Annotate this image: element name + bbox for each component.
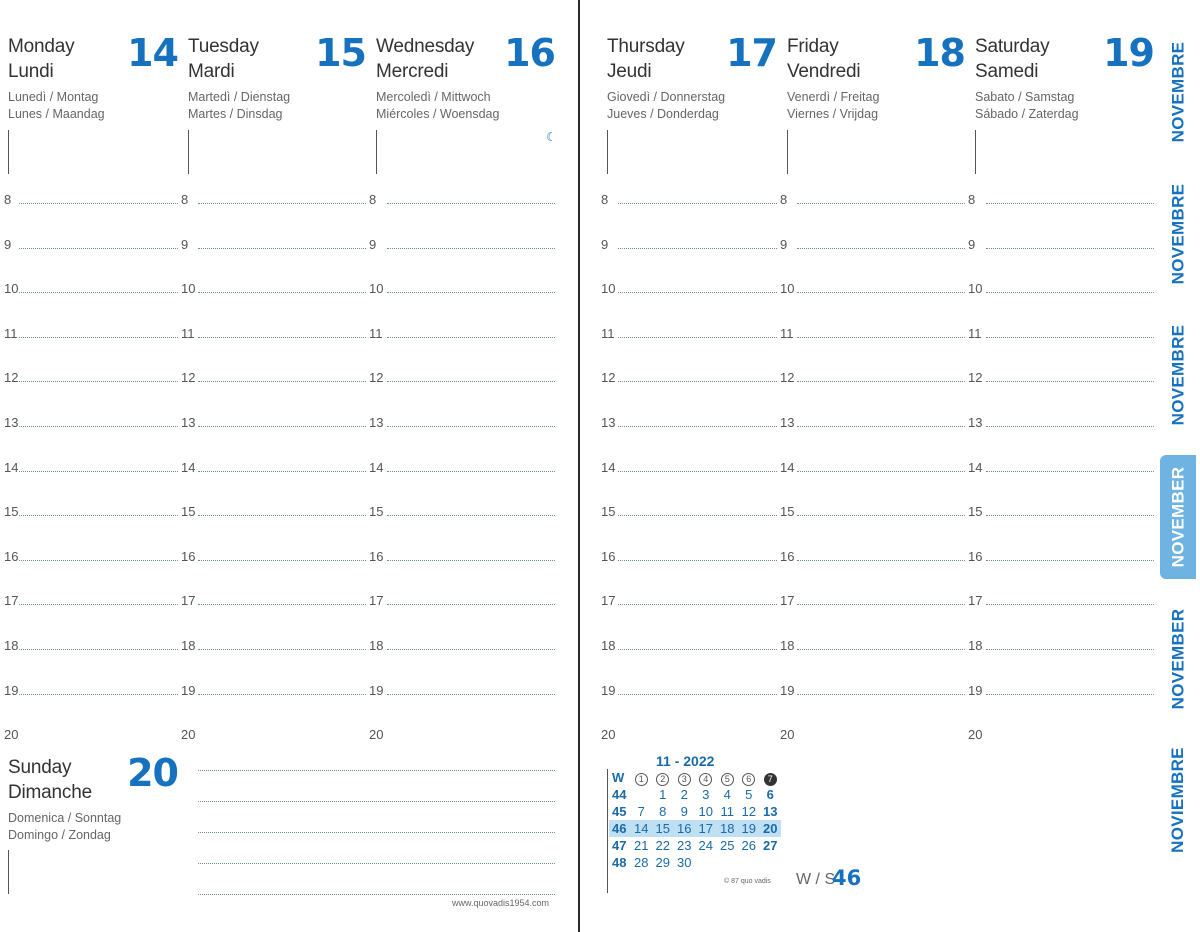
day-translation-2: Viernes / Vrijdag xyxy=(787,107,879,121)
hour-line[interactable] xyxy=(387,471,555,472)
hour-line[interactable] xyxy=(387,694,555,695)
hour-line[interactable] xyxy=(797,560,965,561)
calendar-day: 17 xyxy=(695,820,717,837)
hour-line[interactable] xyxy=(387,337,555,338)
day-name-en: Tuesday xyxy=(188,36,259,57)
hour-line[interactable] xyxy=(387,604,555,605)
week-number: 44 xyxy=(612,787,627,802)
month-tab[interactable] xyxy=(1160,30,1196,154)
day-translation-1: Venerdì / Freitag xyxy=(787,90,880,104)
hour-line[interactable] xyxy=(986,560,1154,561)
week-column-header: W xyxy=(612,770,625,785)
sunday-number: 20 xyxy=(127,751,178,795)
hour-label: 14 xyxy=(369,459,384,475)
hour-line[interactable] xyxy=(198,292,366,293)
week-number: 48 xyxy=(612,855,627,870)
hour-line[interactable] xyxy=(387,248,555,249)
month-tab[interactable] xyxy=(1160,597,1196,721)
hour-line[interactable] xyxy=(986,426,1154,427)
hour-label: 18 xyxy=(181,638,196,653)
hour-line[interactable] xyxy=(19,426,178,427)
day-translation-1: Sabato / Samstag xyxy=(975,90,1075,104)
hour-line[interactable] xyxy=(986,471,1154,472)
weekday-header xyxy=(695,769,717,786)
calendar-day: 18 xyxy=(717,820,739,837)
week-number: 46 xyxy=(609,820,631,837)
hour-line[interactable] xyxy=(387,426,555,427)
day-column-0 xyxy=(8,0,178,760)
week-number: 45 xyxy=(612,804,627,819)
day-translation-2: Miércoles / Woensdag xyxy=(376,107,500,121)
calendar-week-row xyxy=(609,803,781,820)
month-tab-label: NOVEMBRE xyxy=(1168,324,1188,426)
calendar-day: 4 xyxy=(723,787,731,802)
hour-line[interactable] xyxy=(19,203,178,204)
hour-line[interactable] xyxy=(618,471,777,472)
hour-label: 9 xyxy=(181,236,189,252)
hour-line[interactable] xyxy=(198,604,366,605)
day-name-en: Monday xyxy=(8,36,75,57)
sunday-divider xyxy=(8,850,9,894)
hour-label: 16 xyxy=(181,548,196,564)
hour-line[interactable] xyxy=(797,203,965,204)
hour-line[interactable] xyxy=(618,292,777,293)
day-number: 17 xyxy=(726,31,777,75)
hour-line[interactable] xyxy=(797,604,965,605)
hour-line[interactable] xyxy=(19,248,178,249)
hour-line[interactable] xyxy=(986,649,1154,650)
hour-line[interactable] xyxy=(618,649,777,650)
hour-label: 19 xyxy=(181,682,196,698)
copyright-text: © 87 quo vadis xyxy=(724,878,771,885)
hour-line[interactable] xyxy=(618,694,777,695)
day-column-3 xyxy=(607,0,777,760)
hour-line[interactable] xyxy=(986,203,1154,204)
weekday-circle: 6 xyxy=(742,773,755,786)
day-name xyxy=(607,34,685,84)
page-spine xyxy=(578,0,580,932)
hour-line[interactable] xyxy=(387,649,555,650)
day-translation-2: Jueves / Donderdag xyxy=(607,107,719,121)
day-column-2 xyxy=(376,0,555,760)
hour-label: 18 xyxy=(601,638,616,653)
hour-label: 13 xyxy=(780,415,795,430)
calendar-day: 12 xyxy=(741,804,756,819)
calendar-day: 24 xyxy=(698,838,713,853)
calendar-day: 15 xyxy=(652,820,674,837)
day-name-fr: Jeudi xyxy=(607,61,652,82)
hour-label: 18 xyxy=(968,638,983,653)
month-tab-label: NOVEMBER xyxy=(1168,608,1188,710)
hour-line[interactable] xyxy=(797,515,965,516)
day-number: 18 xyxy=(914,31,965,75)
calendar-day xyxy=(631,786,653,803)
hour-line[interactable] xyxy=(618,515,777,516)
hour-label: 11 xyxy=(601,325,615,341)
hour-line[interactable] xyxy=(198,381,366,382)
hour-line[interactable] xyxy=(618,560,777,561)
hour-line[interactable] xyxy=(797,337,965,338)
moon-phase-icon: ☾ xyxy=(546,130,557,144)
day-column-5 xyxy=(975,0,1154,760)
hour-label: 17 xyxy=(601,593,616,609)
hour-label: 13 xyxy=(369,415,384,430)
month-tab[interactable] xyxy=(1160,313,1196,437)
month-tab-label: NOVEMBER xyxy=(1168,466,1188,568)
hour-line[interactable] xyxy=(19,560,178,561)
calendar-day: 7 xyxy=(637,804,645,819)
day-name-fr: Mercredi xyxy=(376,61,449,82)
hour-label: 10 xyxy=(601,281,616,297)
hour-line[interactable] xyxy=(19,649,178,650)
calendar-day: 2 xyxy=(680,787,688,802)
day-translation-1: Mercoledì / Mittwoch xyxy=(376,90,491,104)
calendar-week-row xyxy=(609,854,781,871)
hour-line[interactable] xyxy=(198,694,366,695)
mini-calendar xyxy=(609,769,781,871)
hour-label: 13 xyxy=(4,415,19,430)
mini-calendar-title: 11 - 2022 xyxy=(656,753,715,769)
hour-label: 10 xyxy=(369,281,384,297)
calendar-day xyxy=(760,854,782,871)
weekday-header xyxy=(674,769,696,786)
calendar-day: 1 xyxy=(659,787,667,802)
day-column-4 xyxy=(787,0,965,760)
sunday-name-fr: Dimanche xyxy=(8,782,92,803)
sunday-name-en: Sunday xyxy=(8,757,72,778)
day-name-fr: Mardi xyxy=(188,61,235,82)
day-number: 19 xyxy=(1103,31,1154,75)
hour-line[interactable] xyxy=(986,292,1154,293)
hour-line[interactable] xyxy=(986,337,1154,338)
sunday-block xyxy=(8,750,180,900)
hour-line[interactable] xyxy=(618,426,777,427)
hour-line[interactable] xyxy=(797,694,965,695)
hour-line[interactable] xyxy=(387,381,555,382)
calendar-day xyxy=(738,854,760,871)
sunday-name xyxy=(8,755,92,805)
calendar-day: 22 xyxy=(655,838,670,853)
hour-label: 18 xyxy=(780,638,795,653)
hour-line[interactable] xyxy=(986,381,1154,382)
hour-label: 16 xyxy=(4,548,19,564)
day-name xyxy=(8,34,74,84)
calendar-day: 28 xyxy=(634,855,649,870)
hour-label: 16 xyxy=(968,548,983,564)
hour-label: 12 xyxy=(601,370,616,386)
calendar-week-row xyxy=(609,786,781,803)
hour-label: 12 xyxy=(968,370,983,386)
hour-label: 19 xyxy=(601,682,616,698)
hour-line[interactable] xyxy=(986,515,1154,516)
hour-label: 16 xyxy=(369,548,384,564)
hour-line[interactable] xyxy=(797,426,965,427)
hour-label: 20 xyxy=(4,727,19,743)
day-name-en: Wednesday xyxy=(376,36,475,57)
week-number: 47 xyxy=(612,838,627,853)
calendar-day: 19 xyxy=(738,820,760,837)
hour-line[interactable] xyxy=(387,203,555,204)
day-number: 14 xyxy=(127,31,178,75)
day-name-fr: Vendredi xyxy=(787,61,861,82)
weekday-circle: 2 xyxy=(656,773,669,786)
hour-label: 19 xyxy=(780,682,795,698)
hour-label: 20 xyxy=(369,727,384,743)
sunday-translation-1: Domenica / Sonntag xyxy=(8,811,122,825)
website-text: www.quovadis1954.com xyxy=(452,898,550,908)
hour-line[interactable] xyxy=(19,604,178,605)
hour-line[interactable] xyxy=(387,560,555,561)
sunday-line[interactable] xyxy=(198,863,555,864)
month-tab[interactable] xyxy=(1160,738,1196,862)
day-translation-1: Lunedì / Montag xyxy=(8,90,99,104)
hour-label: 20 xyxy=(968,727,983,743)
calendar-day xyxy=(717,854,739,871)
hour-label: 16 xyxy=(601,548,616,564)
hour-label: 9 xyxy=(601,236,609,252)
hour-line[interactable] xyxy=(198,471,366,472)
day-name-en: Thursday xyxy=(607,36,685,57)
month-tab[interactable] xyxy=(1160,172,1196,296)
hour-line[interactable] xyxy=(19,471,178,472)
day-name xyxy=(188,34,259,84)
hour-label: 16 xyxy=(780,548,795,564)
hour-label: 9 xyxy=(968,236,976,252)
calendar-day: 20 xyxy=(760,820,782,837)
calendar-day: 16 xyxy=(674,820,696,837)
calendar-day: 13 xyxy=(763,804,778,819)
hour-line[interactable] xyxy=(797,471,965,472)
weekday-header xyxy=(631,769,653,786)
month-tab-label: NOVEMBRE xyxy=(1168,183,1188,285)
day-translation-2: Lunes / Maandag xyxy=(8,107,105,121)
hour-label: 8 xyxy=(601,192,609,207)
hour-label: 13 xyxy=(601,415,616,430)
hour-label: 8 xyxy=(369,192,377,207)
weekday-header xyxy=(738,769,760,786)
hour-label: 10 xyxy=(780,281,795,297)
day-translation-1: Giovedì / Donnerstag xyxy=(607,90,726,104)
week-number-large: 46 xyxy=(832,866,862,890)
hour-line[interactable] xyxy=(797,381,965,382)
hour-line[interactable] xyxy=(198,203,366,204)
hour-line[interactable] xyxy=(986,248,1154,249)
hour-label: 14 xyxy=(780,459,795,475)
month-tab[interactable] xyxy=(1160,455,1196,579)
calendar-day: 25 xyxy=(720,838,735,853)
hour-label: 10 xyxy=(181,281,196,297)
calendar-day: 5 xyxy=(745,787,753,802)
weekday-header xyxy=(760,769,782,786)
hour-label: 18 xyxy=(4,638,19,653)
day-name xyxy=(787,34,860,84)
day-name-fr: Samedi xyxy=(975,61,1039,82)
hour-label: 15 xyxy=(4,504,19,520)
hour-label: 19 xyxy=(4,682,19,698)
hour-label: 17 xyxy=(780,593,795,609)
sunday-line[interactable] xyxy=(198,894,555,895)
notes-divider xyxy=(607,130,608,174)
sunday-translation-2: Domingo / Zondag xyxy=(8,828,111,842)
hour-line[interactable] xyxy=(198,560,366,561)
hour-label: 11 xyxy=(968,325,982,341)
hour-label: 18 xyxy=(369,638,384,653)
hour-line[interactable] xyxy=(387,515,555,516)
calendar-day: 9 xyxy=(680,804,688,819)
sunday-line[interactable] xyxy=(198,832,555,833)
hour-label: 8 xyxy=(4,192,12,207)
hour-line[interactable] xyxy=(986,694,1154,695)
hour-label: 17 xyxy=(181,593,196,609)
calendar-day: 3 xyxy=(702,787,710,802)
hour-line[interactable] xyxy=(19,515,178,516)
hour-label: 19 xyxy=(369,682,384,698)
calendar-day: 27 xyxy=(763,838,778,853)
hour-label: 8 xyxy=(780,192,788,207)
hour-label: 11 xyxy=(780,325,794,341)
hour-label: 17 xyxy=(4,593,19,609)
hour-label: 10 xyxy=(4,281,19,297)
notes-divider xyxy=(8,130,9,174)
hour-line[interactable] xyxy=(19,381,178,382)
hour-label: 12 xyxy=(369,370,384,386)
hour-line[interactable] xyxy=(618,604,777,605)
calendar-week-row xyxy=(609,837,781,854)
hour-label: 20 xyxy=(601,727,616,743)
hour-label: 15 xyxy=(601,504,616,520)
month-tab-label: NOVEMBRE xyxy=(1168,41,1188,143)
hour-line[interactable] xyxy=(618,337,777,338)
day-name-fr: Lundi xyxy=(8,61,54,82)
notes-divider xyxy=(975,130,976,174)
hour-label: 15 xyxy=(181,504,196,520)
hour-label: 14 xyxy=(4,459,19,475)
hour-label: 12 xyxy=(4,370,19,386)
hour-label: 9 xyxy=(369,236,377,252)
hour-line[interactable] xyxy=(198,337,366,338)
calendar-day: 14 xyxy=(631,820,653,837)
hour-label: 14 xyxy=(601,459,616,475)
hour-label: 11 xyxy=(181,325,195,341)
calendar-day: 30 xyxy=(677,855,692,870)
hour-label: 13 xyxy=(181,415,196,430)
hour-line[interactable] xyxy=(618,381,777,382)
hour-label: 15 xyxy=(780,504,795,520)
mini-calendar-rule xyxy=(607,769,608,893)
hour-label: 19 xyxy=(968,682,983,698)
day-translation-2: Sábado / Zaterdag xyxy=(975,107,1079,121)
calendar-day xyxy=(695,854,717,871)
month-tab-label: NOVIEMBRE xyxy=(1168,747,1187,853)
hour-label: 11 xyxy=(369,325,383,341)
hour-label: 9 xyxy=(4,236,12,252)
hour-line[interactable] xyxy=(797,292,965,293)
calendar-day: 29 xyxy=(655,855,670,870)
hour-label: 14 xyxy=(181,459,196,475)
week-label: W / S xyxy=(796,871,836,888)
hour-label: 15 xyxy=(968,504,983,520)
calendar-day: 10 xyxy=(698,804,713,819)
weekday-circle: 1 xyxy=(635,773,648,786)
calendar-day: 21 xyxy=(634,838,649,853)
day-translation-2: Martes / Dinsdag xyxy=(188,107,283,121)
hour-line[interactable] xyxy=(19,337,178,338)
hour-label: 20 xyxy=(181,727,196,743)
day-number: 16 xyxy=(504,31,555,75)
day-name-en: Friday xyxy=(787,36,839,57)
hour-label: 20 xyxy=(780,727,795,743)
hour-label: 9 xyxy=(780,236,788,252)
calendar-day: 23 xyxy=(677,838,692,853)
day-column-1 xyxy=(188,0,366,760)
hour-line[interactable] xyxy=(618,203,777,204)
hour-line[interactable] xyxy=(387,292,555,293)
hour-line[interactable] xyxy=(19,694,178,695)
hour-label: 13 xyxy=(968,415,983,430)
hour-line[interactable] xyxy=(19,292,178,293)
hour-line[interactable] xyxy=(198,426,366,427)
hour-line[interactable] xyxy=(198,649,366,650)
hour-label: 17 xyxy=(369,593,384,609)
hour-label: 17 xyxy=(968,593,983,609)
hour-label: 8 xyxy=(181,192,189,207)
calendar-day: 11 xyxy=(720,804,734,819)
sunday-line[interactable] xyxy=(198,801,555,802)
day-name-en: Saturday xyxy=(975,36,1050,57)
hour-line[interactable] xyxy=(986,604,1154,605)
calendar-day: 8 xyxy=(659,804,667,819)
sunday-line[interactable] xyxy=(198,770,555,771)
weekday-circle: 4 xyxy=(699,773,712,786)
weekday-circle: 5 xyxy=(721,773,734,786)
hour-label: 14 xyxy=(968,459,983,475)
day-name xyxy=(376,34,474,84)
day-name xyxy=(975,34,1049,84)
weekday-circle: 3 xyxy=(678,773,691,786)
day-number: 15 xyxy=(315,31,366,75)
hour-label: 11 xyxy=(4,325,18,341)
weekday-header xyxy=(717,769,739,786)
hour-label: 12 xyxy=(181,370,196,386)
notes-divider xyxy=(787,130,788,174)
hour-label: 12 xyxy=(780,370,795,386)
weekday-header xyxy=(652,769,674,786)
hour-line[interactable] xyxy=(797,649,965,650)
day-translation-1: Martedì / Dienstag xyxy=(188,90,291,104)
calendar-day: 6 xyxy=(766,787,774,802)
hour-line[interactable] xyxy=(797,248,965,249)
hour-label: 10 xyxy=(968,281,983,297)
notes-divider xyxy=(188,130,189,174)
hour-line[interactable] xyxy=(198,248,366,249)
hour-line[interactable] xyxy=(198,515,366,516)
calendar-day: 26 xyxy=(741,838,756,853)
hour-label: 8 xyxy=(968,192,976,207)
weekday-circle: 7 xyxy=(764,773,777,786)
notes-divider xyxy=(376,130,377,174)
calendar-week-row xyxy=(609,820,781,837)
hour-line[interactable] xyxy=(618,248,777,249)
hour-label: 15 xyxy=(369,504,384,520)
